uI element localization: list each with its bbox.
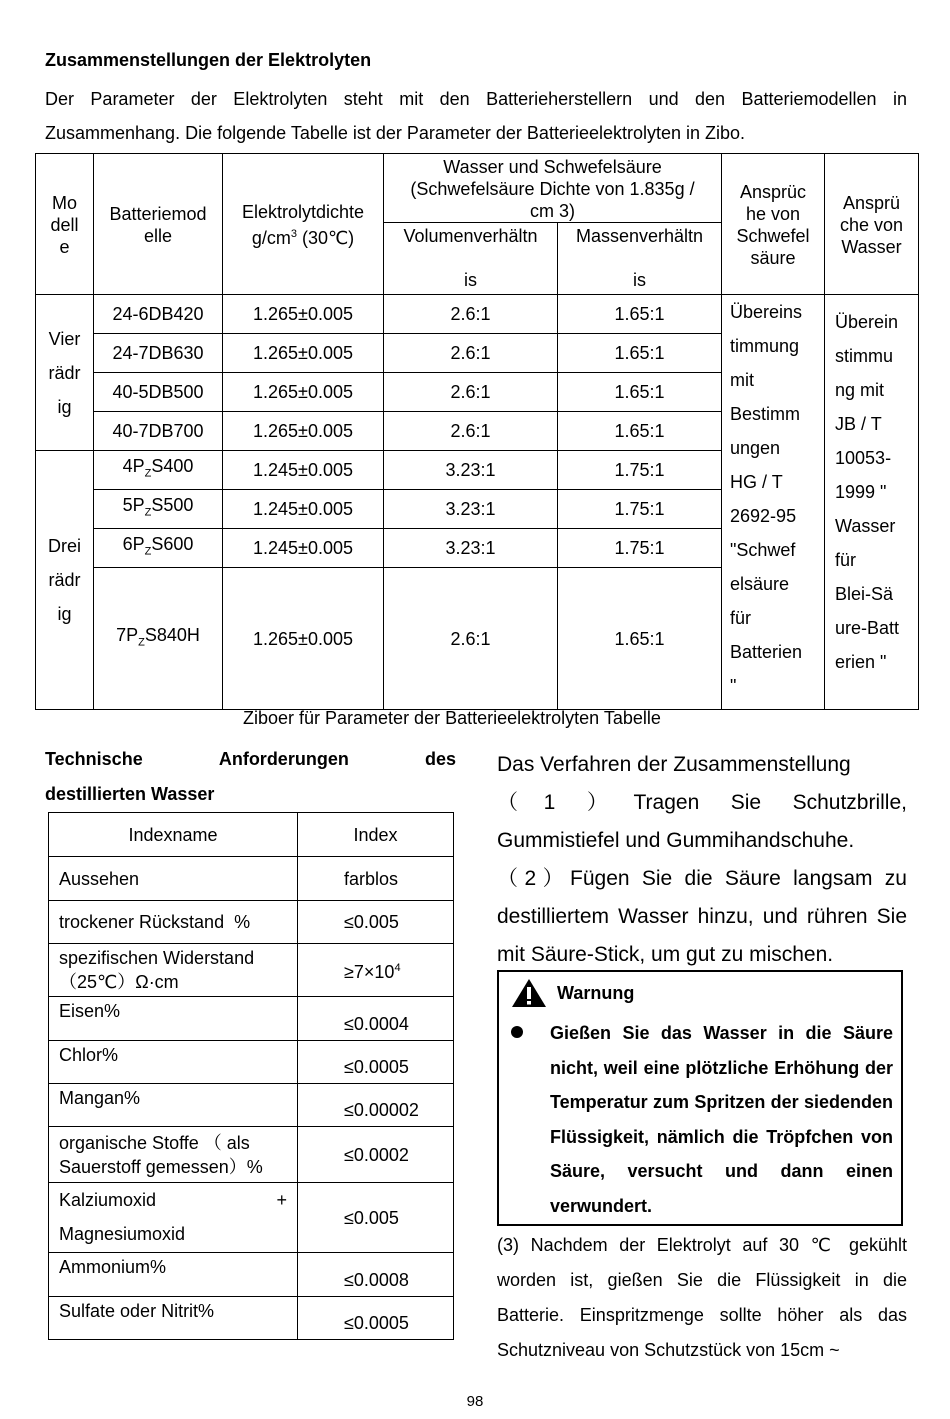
cell-volume-ratio: 2.6:1: [384, 568, 558, 710]
table-row: Kalziumoxid + Magnesiumoxid ≤0.005: [49, 1183, 454, 1253]
acid-requirements-text: Übereins timmung mit Bestimm ungen HG / T 2692-95 "Schwef elsäure für Batterien ": [722, 295, 825, 710]
procedure-step-1: （1 ）Tragen Sie Schutzbrille, Gummistiefel und Gummihandschuhe.: [497, 791, 907, 852]
water-requirements-text: Überein stimmu ng mit JB / T 10053- 1999 " Wasser für Blei-Sä ure-Batt erien ": [825, 295, 919, 710]
header-mass-ratio: Massenverhältn is: [558, 223, 722, 295]
cell-model: 24-6DB420: [94, 295, 223, 334]
header-acid-requirements: Ansprüc he von Schwefel säure: [722, 154, 825, 295]
cell-volume-ratio: 3.23:1: [384, 529, 558, 568]
warning-title: Warnung: [557, 982, 635, 1003]
cell-density: 1.265±0.005: [223, 334, 384, 373]
table-header-row: [49, 813, 454, 857]
cell-model: 24-7DB630: [94, 334, 223, 373]
table-row: Chlor% ≤0.0005: [49, 1041, 454, 1084]
group-three-wheel: Drei rädr ig: [36, 451, 94, 710]
header-index: Index: [298, 813, 454, 857]
page-number: 98: [466, 1393, 484, 1410]
cell-volume-ratio: 2.6:1: [384, 295, 558, 334]
table-row: organische Stoffe （ als Sauerstoff gemessen）% ≤0.0002: [49, 1127, 454, 1183]
electrolyte-parameter-table: [35, 153, 919, 710]
table-row: Sulfate oder Nitrit% ≤0.0005: [49, 1297, 454, 1340]
cell-density: 1.265±0.005: [223, 373, 384, 412]
cell-model: 40-5DB500: [94, 373, 223, 412]
header-model: Mo dell e: [36, 154, 94, 295]
cell-volume-ratio: 2.6:1: [384, 334, 558, 373]
cell-model: $7P_ZS840H$: [94, 568, 223, 710]
warning-triangle-icon: [511, 978, 547, 1008]
table-row: spezifischen Widerstand （25℃）Ω·cm $\ge 7\times 10^4$: [49, 944, 454, 997]
cell-model: $6P_ZS600$: [94, 529, 223, 568]
header-index-name: Indexname: [49, 813, 298, 857]
cell-density: 1.245±0.005: [223, 451, 384, 490]
cell-volume-ratio: 3.23:1: [384, 451, 558, 490]
cell-density: 1.245±0.005: [223, 529, 384, 568]
cell-model: $4P_ZS400$: [94, 451, 223, 490]
cell-density: 1.265±0.005: [223, 295, 384, 334]
warning-header: [511, 978, 634, 1008]
cell-volume-ratio: 2.6:1: [384, 373, 558, 412]
table-row: [36, 295, 919, 334]
cell-mass-ratio: 1.75:1: [558, 490, 722, 529]
cell-mass-ratio: 1.75:1: [558, 451, 722, 490]
table-row: Mangan% ≤0.00002: [49, 1084, 454, 1127]
intro-paragraph: Der Parameter der Elektrolyten steht mit den Batterieherstellern und den Batteriemodellen in Zusammenhang. Die folgende Tabelle ist der Parameter der Batterieelektrolyten in Zibo.: [45, 89, 907, 143]
section-title: Zusammenstellungen der Elektrolyten: [45, 50, 372, 70]
cell-mass-ratio: 1.65:1: [558, 373, 722, 412]
cell-mass-ratio: 1.65:1: [558, 568, 722, 710]
cell-model: $5P_ZS500$: [94, 490, 223, 529]
procedure-step-3: (3) Nachdem der Elektrolyt auf 30 ℃ gekühlt worden ist, gießen Sie die Flüssigkeit in die Batterie. Einspritzmenge sollte höher als das Schutzniveau von Schutzstück von 15cm ~: [497, 1235, 907, 1360]
table-row: Ammonium% ≤0.0008: [49, 1253, 454, 1297]
procedure-heading: Das Verfahren der Zusammenstellung: [497, 753, 851, 776]
cell-mass-ratio: 1.65:1: [558, 412, 722, 451]
header-density: [223, 154, 384, 295]
header-water-acid: Wasser und Schwefelsäure (Schwefelsäure Dichte von 1.835g / cm 3): [384, 154, 722, 223]
cell-density: 1.245±0.005: [223, 490, 384, 529]
cell-density: 1.265±0.005: [223, 412, 384, 451]
bullet-icon: [511, 1026, 523, 1038]
density-label: Elektrolytdichte: [241, 202, 365, 222]
header-water-requirements: Ansprü che von Wasser: [825, 154, 919, 295]
procedure-text: [497, 746, 907, 974]
warning-text: Gießen Sie das Wasser in die Säure nicht, weil eine plötzliche Erhöhung der Temperatur zum Spritzen der siedenden Flüssigkeit, nämlich die Tröpfchen von Säure, versucht und dann einen verwundert.: [550, 1023, 893, 1216]
cell-mass-ratio: 1.65:1: [558, 295, 722, 334]
cell-mass-ratio: 1.75:1: [558, 529, 722, 568]
header-battery-model: Batteriemod elle: [94, 154, 223, 295]
table-row: Aussehen farblos: [49, 857, 454, 901]
cell-volume-ratio: 3.23:1: [384, 490, 558, 529]
cell-density: 1.265±0.005: [223, 568, 384, 710]
header-volume-ratio: Volumenverhältn is: [384, 223, 558, 295]
cell-volume-ratio: 2.6:1: [384, 412, 558, 451]
group-four-wheel: Vier rädr ig: [36, 295, 94, 451]
table-row: trockener Rückstand % ≤0.005: [49, 901, 454, 944]
density-unit: $g/cm^3$ (30℃): [251, 228, 355, 248]
cell-model: 40-7DB700: [94, 412, 223, 451]
table-caption: Ziboer für Parameter der Batterieelektrolyten Tabelle: [243, 708, 661, 728]
table-row: Eisen% ≤0.0004: [49, 997, 454, 1041]
cell-mass-ratio: 1.65:1: [558, 334, 722, 373]
distilled-water-table: [48, 812, 454, 1340]
procedure-step-2: （2）Fügen Sie die Säure langsam zu destilliertem Wasser hinzu, und rühren Sie mit Säure-Stick, um gut zu mischen.: [497, 867, 907, 966]
water-section-heading: Technische Anforderungen des destillierten Wasser: [45, 749, 456, 804]
